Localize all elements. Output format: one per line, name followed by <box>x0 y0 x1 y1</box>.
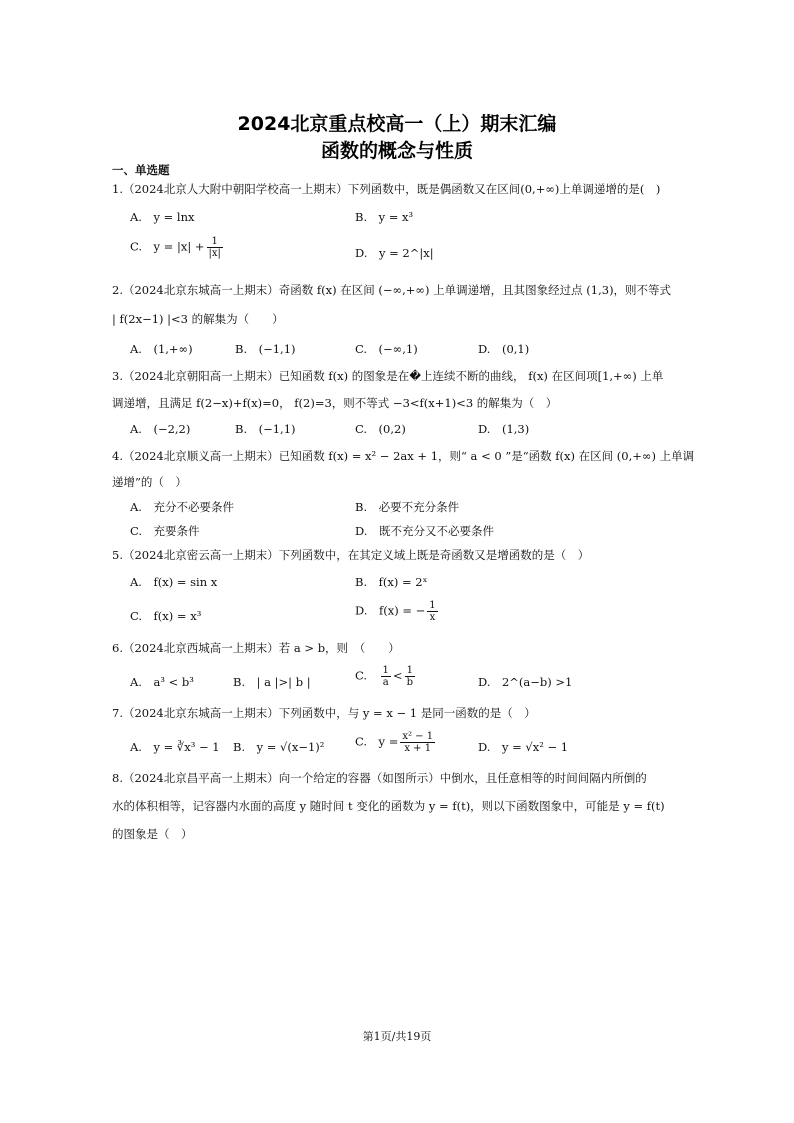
question-1-option-c <box>130 236 225 259</box>
question-6-option-b: B. | a |>| b | <box>233 675 311 689</box>
question-3-option-b: B. (−1,1) <box>235 422 296 436</box>
fraction-numerator: 1 <box>429 600 436 611</box>
question-6-stem: 6.（2024北京西城高一上期末）若 a > b，则 （ ） <box>112 641 400 655</box>
option-c-prefix: C. <box>355 668 379 683</box>
question-8-stem-line-2: 水的体积相等，记容器内水面的高度 y 随时间 t 变化的函数为 y = f(t)，则以下函数图象中，可能是 y = f(t) <box>112 799 665 813</box>
section-heading: 一、单选题 <box>112 163 170 177</box>
question-5-option-d <box>355 600 440 623</box>
question-7-option-b: B. y = √(x−1)² <box>233 740 325 754</box>
question-3-stem-line-2: 调递增，且满足 f(2−x)+f(x)=0， f(2)=3，则不等式 −3<f(x+1)<3 的解集为（ ） <box>112 396 558 410</box>
question-6-option-d: D. 2^(a−b) >1 <box>478 675 573 689</box>
question-4-option-d: D. 既不充分又不必要条件 <box>355 524 494 538</box>
question-1-option-b: B. y = x³ <box>355 210 414 224</box>
question-6-option-c <box>355 665 417 688</box>
fraction-numerator: 1 <box>382 665 389 676</box>
question-1-option-d: D. y = 2^|x| <box>355 246 434 260</box>
question-4-stem-line-2: 递增”的（ ） <box>112 475 187 489</box>
question-2-option-a: A. (1,+∞) <box>130 342 193 356</box>
question-2-option-b: B. (−1,1) <box>235 342 296 356</box>
question-5-stem: 5.（2024北京密云高一上期末）下列函数中，在其定义域上既是奇函数又是增函数的是（ ） <box>112 548 590 562</box>
fraction-denominator: x <box>429 612 436 623</box>
question-7-option-c <box>355 731 437 754</box>
question-5-option-c: C. f(x) = x³ <box>130 609 202 623</box>
question-4-option-b: B. 必要不充分条件 <box>355 500 460 514</box>
fraction <box>400 731 435 754</box>
question-5-option-a: A. f(x) = sin x <box>130 575 218 589</box>
fraction-numerator: 1 <box>405 665 415 677</box>
question-7-option-a: A. y = ∛x³ − 1 <box>130 740 220 754</box>
fraction <box>207 236 223 259</box>
option-c-prefix: C. y = <box>355 734 399 749</box>
option-d-prefix: D. f(x) = − <box>355 603 426 618</box>
question-8-stem-line-3: 的图象是（ ） <box>112 827 193 841</box>
fraction-left <box>381 665 391 688</box>
question-2-stem-line-1: 2.（2024北京东城高一上期末）奇函数 f(x) 在区间 (−∞,+∞) 上单调递增，且其图象经过点 (1,3)，则不等式 <box>112 283 672 297</box>
fraction-denominator: a <box>382 677 389 688</box>
question-1-stem: 1.（2024北京人大附中朝阳学校高一上期末）下列函数中，既是偶函数又在区间(0,+∞)上单调递增的是( ) <box>112 182 661 196</box>
question-7-stem: 7.（2024北京东城高一上期末）下列函数中，与 y = x − 1 是同一函数的是（ ） <box>112 706 536 720</box>
fraction-numerator: x² − 1 <box>402 731 434 742</box>
question-3-option-c: C. (0,2) <box>355 422 406 436</box>
question-2-stem-line-2: | f(2x−1) |<3 的解集为（ ） <box>112 312 284 326</box>
question-2-option-c: C. (−∞,1) <box>355 342 418 356</box>
question-4-option-c: C. 充要条件 <box>130 524 200 538</box>
question-3-option-d: D. (1,3) <box>478 422 530 436</box>
question-1-option-a: A. y = lnx <box>130 210 195 224</box>
question-3-stem-line-1: 3.（2024北京朝阳高一上期末）已知函数 f(x) 的图象是在�上连续不断的曲线， f(x) 在区间项[1,+∞) 上单 <box>112 369 664 383</box>
question-2-option-d: D. (0,1) <box>478 342 530 356</box>
document-subtitle: 函数的概念与性质 <box>320 140 473 162</box>
page-footer: 第1页/共19页 <box>362 1030 432 1043</box>
question-7-option-d: D. y = √x² − 1 <box>478 740 569 754</box>
option-c-prefix: C. y = |x| + <box>130 239 205 254</box>
fraction-denominator: |x| <box>208 248 221 259</box>
fraction-denominator: b <box>406 677 413 688</box>
question-3-option-a: A. (−2,2) <box>130 422 191 436</box>
fraction <box>427 600 437 623</box>
question-5-option-b: B. f(x) = 2ˣ <box>355 575 428 589</box>
document-title: 2024北京重点校高一（上）期末汇编 <box>237 113 557 135</box>
question-4-stem-line-1: 4.（2024北京顺义高一上期末）已知函数 f(x) = x² − 2ax + 1，则“ a < 0 ”是“函数 f(x) 在区间 (0,+∞) 上单调 <box>112 449 695 463</box>
fraction-right <box>405 665 415 688</box>
question-6-option-a: A. a³ < b³ <box>130 675 194 689</box>
question-8-stem-line-1: 8.（2024北京昌平高一上期末）向一个给定的容器（如图所示）中倒水，且任意相等的时间间隔内所倒的 <box>112 771 647 785</box>
fraction-denominator: x + 1 <box>404 743 432 754</box>
fraction-numerator: 1 <box>207 236 223 248</box>
question-4-option-a: A. 充分不必要条件 <box>130 500 234 514</box>
less-than-sign: < <box>392 668 403 683</box>
